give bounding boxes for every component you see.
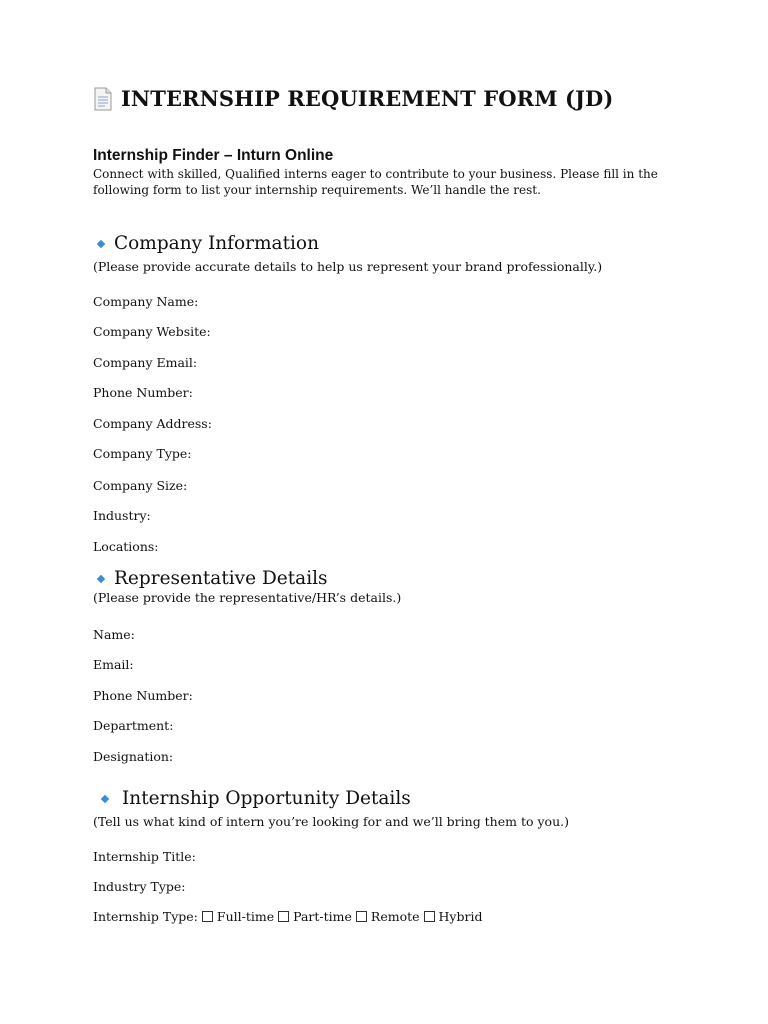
internship-type-label: Internship Type:	[93, 909, 198, 924]
opportunity-section-title: Internship Opportunity Details	[122, 788, 411, 809]
company-phone-field: Phone Number:	[93, 385, 193, 400]
company-size-field: Company Size:	[93, 478, 188, 493]
company-address-field: Company Address:	[93, 416, 212, 431]
part-time-option-label: Part-time	[293, 909, 352, 924]
opportunity-section-note: (Tell us what kind of intern you’re looking for and we’ll bring them to you.)	[93, 814, 569, 829]
company-website-field: Company Website:	[93, 324, 211, 339]
rep-name-field: Name:	[93, 627, 135, 642]
industry-field: Industry:	[93, 508, 151, 523]
full-time-option-label: Full-time	[216, 909, 275, 924]
company-section-note: (Please provide accurate details to help us represent your brand professionally.)	[93, 259, 603, 274]
diamond-bullet-icon	[97, 239, 105, 247]
representative-section-note: (Please provide the representative/HR’s details.)	[93, 590, 402, 605]
part-time-checkbox[interactable]	[278, 911, 289, 922]
hybrid-checkbox[interactable]	[424, 911, 435, 922]
internship-title-field: Internship Title:	[93, 849, 196, 864]
rep-email-field: Email:	[93, 657, 134, 672]
representative-section-heading	[93, 568, 328, 589]
document-icon	[93, 87, 113, 111]
form-title	[93, 86, 613, 111]
company-section-heading	[93, 233, 319, 254]
company-type-field: Company Type:	[93, 446, 192, 461]
remote-option-label: Remote	[370, 909, 420, 924]
diamond-bullet-icon	[97, 574, 105, 582]
industry-type-field: Industry Type:	[93, 879, 186, 894]
company-section-title: Company Information	[114, 233, 319, 254]
opportunity-section-heading	[93, 788, 411, 809]
diamond-bullet-icon	[101, 794, 109, 802]
rep-phone-field: Phone Number:	[93, 688, 193, 703]
representative-section-title: Representative Details	[114, 568, 328, 589]
form-title-text: INTERNSHIP REQUIREMENT FORM (JD)	[121, 86, 614, 111]
locations-field: Locations:	[93, 539, 159, 554]
remote-checkbox[interactable]	[356, 911, 367, 922]
form-subtitle: Internship Finder – Inturn Online	[93, 147, 334, 164]
company-name-field: Company Name:	[93, 294, 199, 309]
company-email-field: Company Email:	[93, 355, 198, 370]
internship-type-field	[93, 909, 482, 924]
form-intro: Connect with skilled, Qualified interns eager to contribute to your business. Please fill in the following form to list your internship requirements. We’ll handle the rest.	[93, 167, 658, 197]
rep-department-field: Department:	[93, 718, 174, 733]
rep-designation-field: Designation:	[93, 749, 174, 764]
hybrid-option-label: Hybrid	[438, 909, 483, 924]
full-time-checkbox[interactable]	[202, 911, 213, 922]
